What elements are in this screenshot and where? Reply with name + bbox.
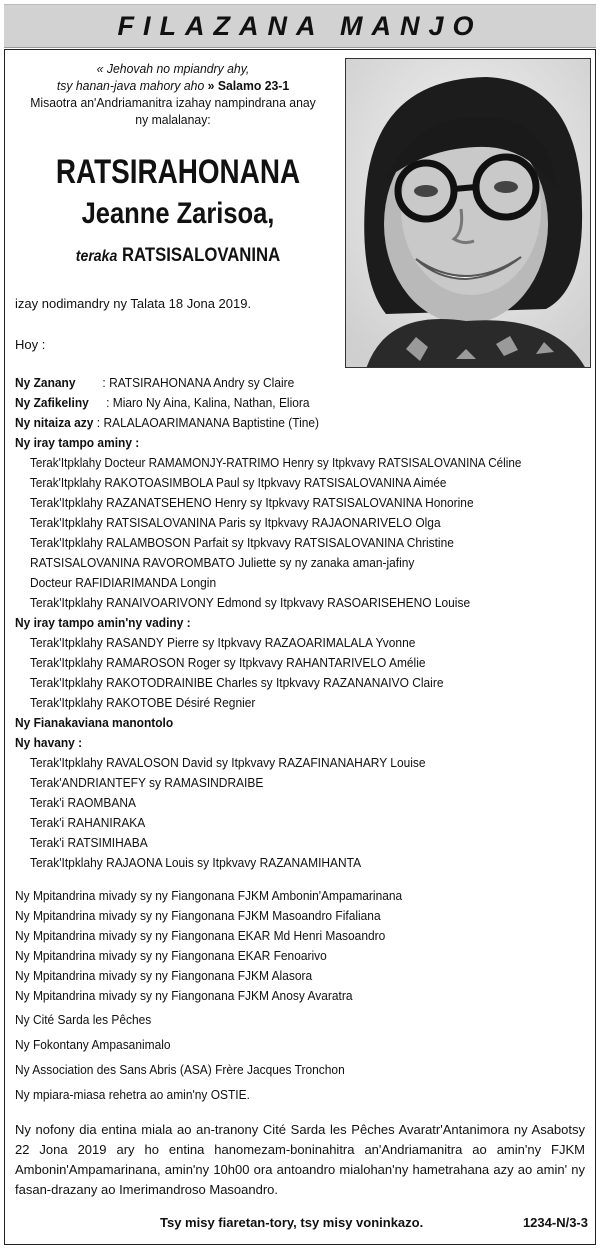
- header-banner: FILAZANA MANJO: [4, 4, 596, 48]
- list-item: Terak'Itpklahy RANAIVOARIVONY Edmond sy Itpkvavy RASOARISEHENO Louise: [30, 595, 471, 610]
- list-item: Terak'Itpklahy RAJAONA Louis sy Itpkvavy RAZANAMIHANTA: [30, 855, 362, 870]
- thanks-line: Misaotra an'Andriamanitra izahay nampindrana anay: [30, 95, 316, 110]
- list-item: Terak'i RATSIMIHABA: [30, 835, 148, 850]
- portrait-illustration: [346, 59, 591, 368]
- quote-reference: » Salamo 23-1: [207, 78, 290, 93]
- teraka-label: teraka: [75, 248, 118, 265]
- list-item: Terak'ANDRIANTEFY sy RAMASINDRAIBE: [30, 775, 264, 790]
- funeral-paragraph: Ny nofony dia entina miala ao an-tranony Cité Sarda les Pêches Avaratr'Antanimora ny Asabotsy 22 Jona 2019 ary ho entina hanomezam-boninahitra an'Andriamanitra ao amin'ny FJKM Ambonin'Ampamarinana, amin'ny 10h00 ora antoandro mialohan'ny hametrahana azy ao amin' ny fasan-drazany ao Imerimandroso Masoandro.: [15, 1122, 585, 1197]
- family-sep: :: [102, 375, 106, 390]
- death-date-line: izay nodimandry ny Talata 18 Jona 2019.: [15, 296, 252, 311]
- list-item: Terak'Itpklahy RAKOTODRAINIBE Charles sy Itpkvavy RAZANANAIVO Claire: [30, 675, 444, 690]
- family-value: RATSIRAHONANA Andry sy Claire: [109, 375, 295, 390]
- family-row: [15, 375, 294, 390]
- thanks-line-2: ny malalanay:: [135, 112, 211, 127]
- list-item: Terak'Itpklahy RAVALOSON David sy Itpkvavy RAZAFINANAHARY Louise: [30, 755, 426, 770]
- section-label-tampo-aminy: Ny iray tampo aminy :: [15, 435, 140, 450]
- family-label: Ny nitaiza azy: [15, 415, 94, 430]
- family-row: [15, 395, 310, 410]
- section-label-havany: Ny havany :: [15, 735, 83, 750]
- section-label-fianakaviana: Ny Fianakaviana manontolo: [15, 715, 174, 730]
- hoy-label: Hoy :: [15, 337, 46, 352]
- footer-code: 1234-N/3-3: [522, 1215, 588, 1230]
- list-item: Docteur RAFIDIARIMANDA Longin: [30, 575, 217, 590]
- church-line: Ny Mpitandrina mivady sy ny Fiangonana FJKM Ambonin'Ampamarinana: [15, 888, 403, 903]
- family-value: Miaro Ny Aina, Kalina, Nathan, Eliora: [112, 395, 310, 410]
- list-item: Terak'Itpklahy RATSISALOVANINA Paris sy Itpkvavy RAJAONARIVELO Olga: [30, 515, 441, 530]
- family-label: Ny Zafikeliny: [15, 395, 89, 410]
- family-sep: :: [96, 415, 101, 430]
- family-value: RALALAOARIMANANA Baptistine (Tine): [103, 415, 320, 430]
- deceased-maiden-name: [28, 244, 327, 269]
- deceased-given-name: Jeanne Zarisoa,: [81, 197, 275, 230]
- family-sep: :: [106, 395, 110, 410]
- church-line: Ny Mpitandrina mivady sy ny Fiangonana FJKM Masoandro Fifaliana: [15, 908, 381, 923]
- intro-quote: [18, 60, 328, 128]
- section-label-tampo-vadiny: Ny iray tampo amin'ny vadiny :: [15, 615, 191, 630]
- church-line: Ny Mpitandrina mivady sy ny Fiangonana EKAR Md Henri Masoandro: [15, 928, 386, 943]
- list-item: Terak'Itpklahy Docteur RAMAMONJY-RATRIMO Henry sy Itpkvavy RATSISALOVANINA Céline: [30, 455, 522, 470]
- other-line: Ny mpiara-miasa rehetra ao amin'ny OSTIE.: [15, 1087, 250, 1102]
- church-line: Ny Mpitandrina mivady sy ny Fiangonana FJKM Alasora: [15, 968, 313, 983]
- quote-line-1: « Jehovah no mpiandry ahy,: [96, 61, 250, 76]
- list-item: Terak'Itpklahy RAKOTOBE Désiré Regnier: [30, 695, 256, 710]
- list-item: Terak'Itpklahy RASANDY Pierre sy Itpkvavy RAZAOARIMALALA Yvonne: [30, 635, 416, 650]
- list-item: RATSISALOVANINA RAVOROMBATO Juliette sy ny zanaka aman-jafiny: [30, 555, 415, 570]
- list-item: Terak'Itpklahy RAMAROSON Roger sy Itpkvavy RAHANTARIVELO Amélie: [30, 655, 426, 670]
- list-item: Terak'Itpklahy RAKOTOASIMBOLA Paul sy Itpkvavy RATSISALOVANINA Aimée: [30, 475, 447, 490]
- church-line: Ny Mpitandrina mivady sy ny Fiangonana FJKM Anosy Avaratra: [15, 988, 353, 1003]
- family-row: [15, 415, 319, 430]
- deceased-surname: RATSIRAHONANA: [55, 153, 301, 191]
- family-label: Ny Zanany: [15, 375, 76, 390]
- list-item: Terak'i RAOMBANA: [30, 795, 136, 810]
- maiden-name: RATSISALOVANINA: [121, 245, 281, 266]
- list-item: Terak'Itpklahy RAZANATSEHENO Henry sy Itpkvavy RATSISALOVANINA Honorine: [30, 495, 474, 510]
- other-line: Ny Cité Sarda les Pêches: [15, 1012, 152, 1027]
- portrait-photo: [345, 58, 591, 368]
- church-line: Ny Mpitandrina mivady sy ny Fiangonana EKAR Fenoarivo: [15, 948, 327, 963]
- quote-line-2: tsy hanan-java mahory aho: [56, 78, 205, 93]
- list-item: Terak'Itpklahy RALAMBOSON Parfait sy Itpkvavy RATSISALOVANINA Christine: [30, 535, 454, 550]
- list-item: Terak'i RAHANIRAKA: [30, 815, 146, 830]
- other-line: Ny Association des Sans Abris (ASA) Frère Jacques Tronchon: [15, 1062, 345, 1077]
- other-line: Ny Fokontany Ampasanimalo: [15, 1037, 171, 1052]
- footer-motto: Tsy misy fiaretan-tory, tsy misy voninkazo.: [160, 1215, 424, 1230]
